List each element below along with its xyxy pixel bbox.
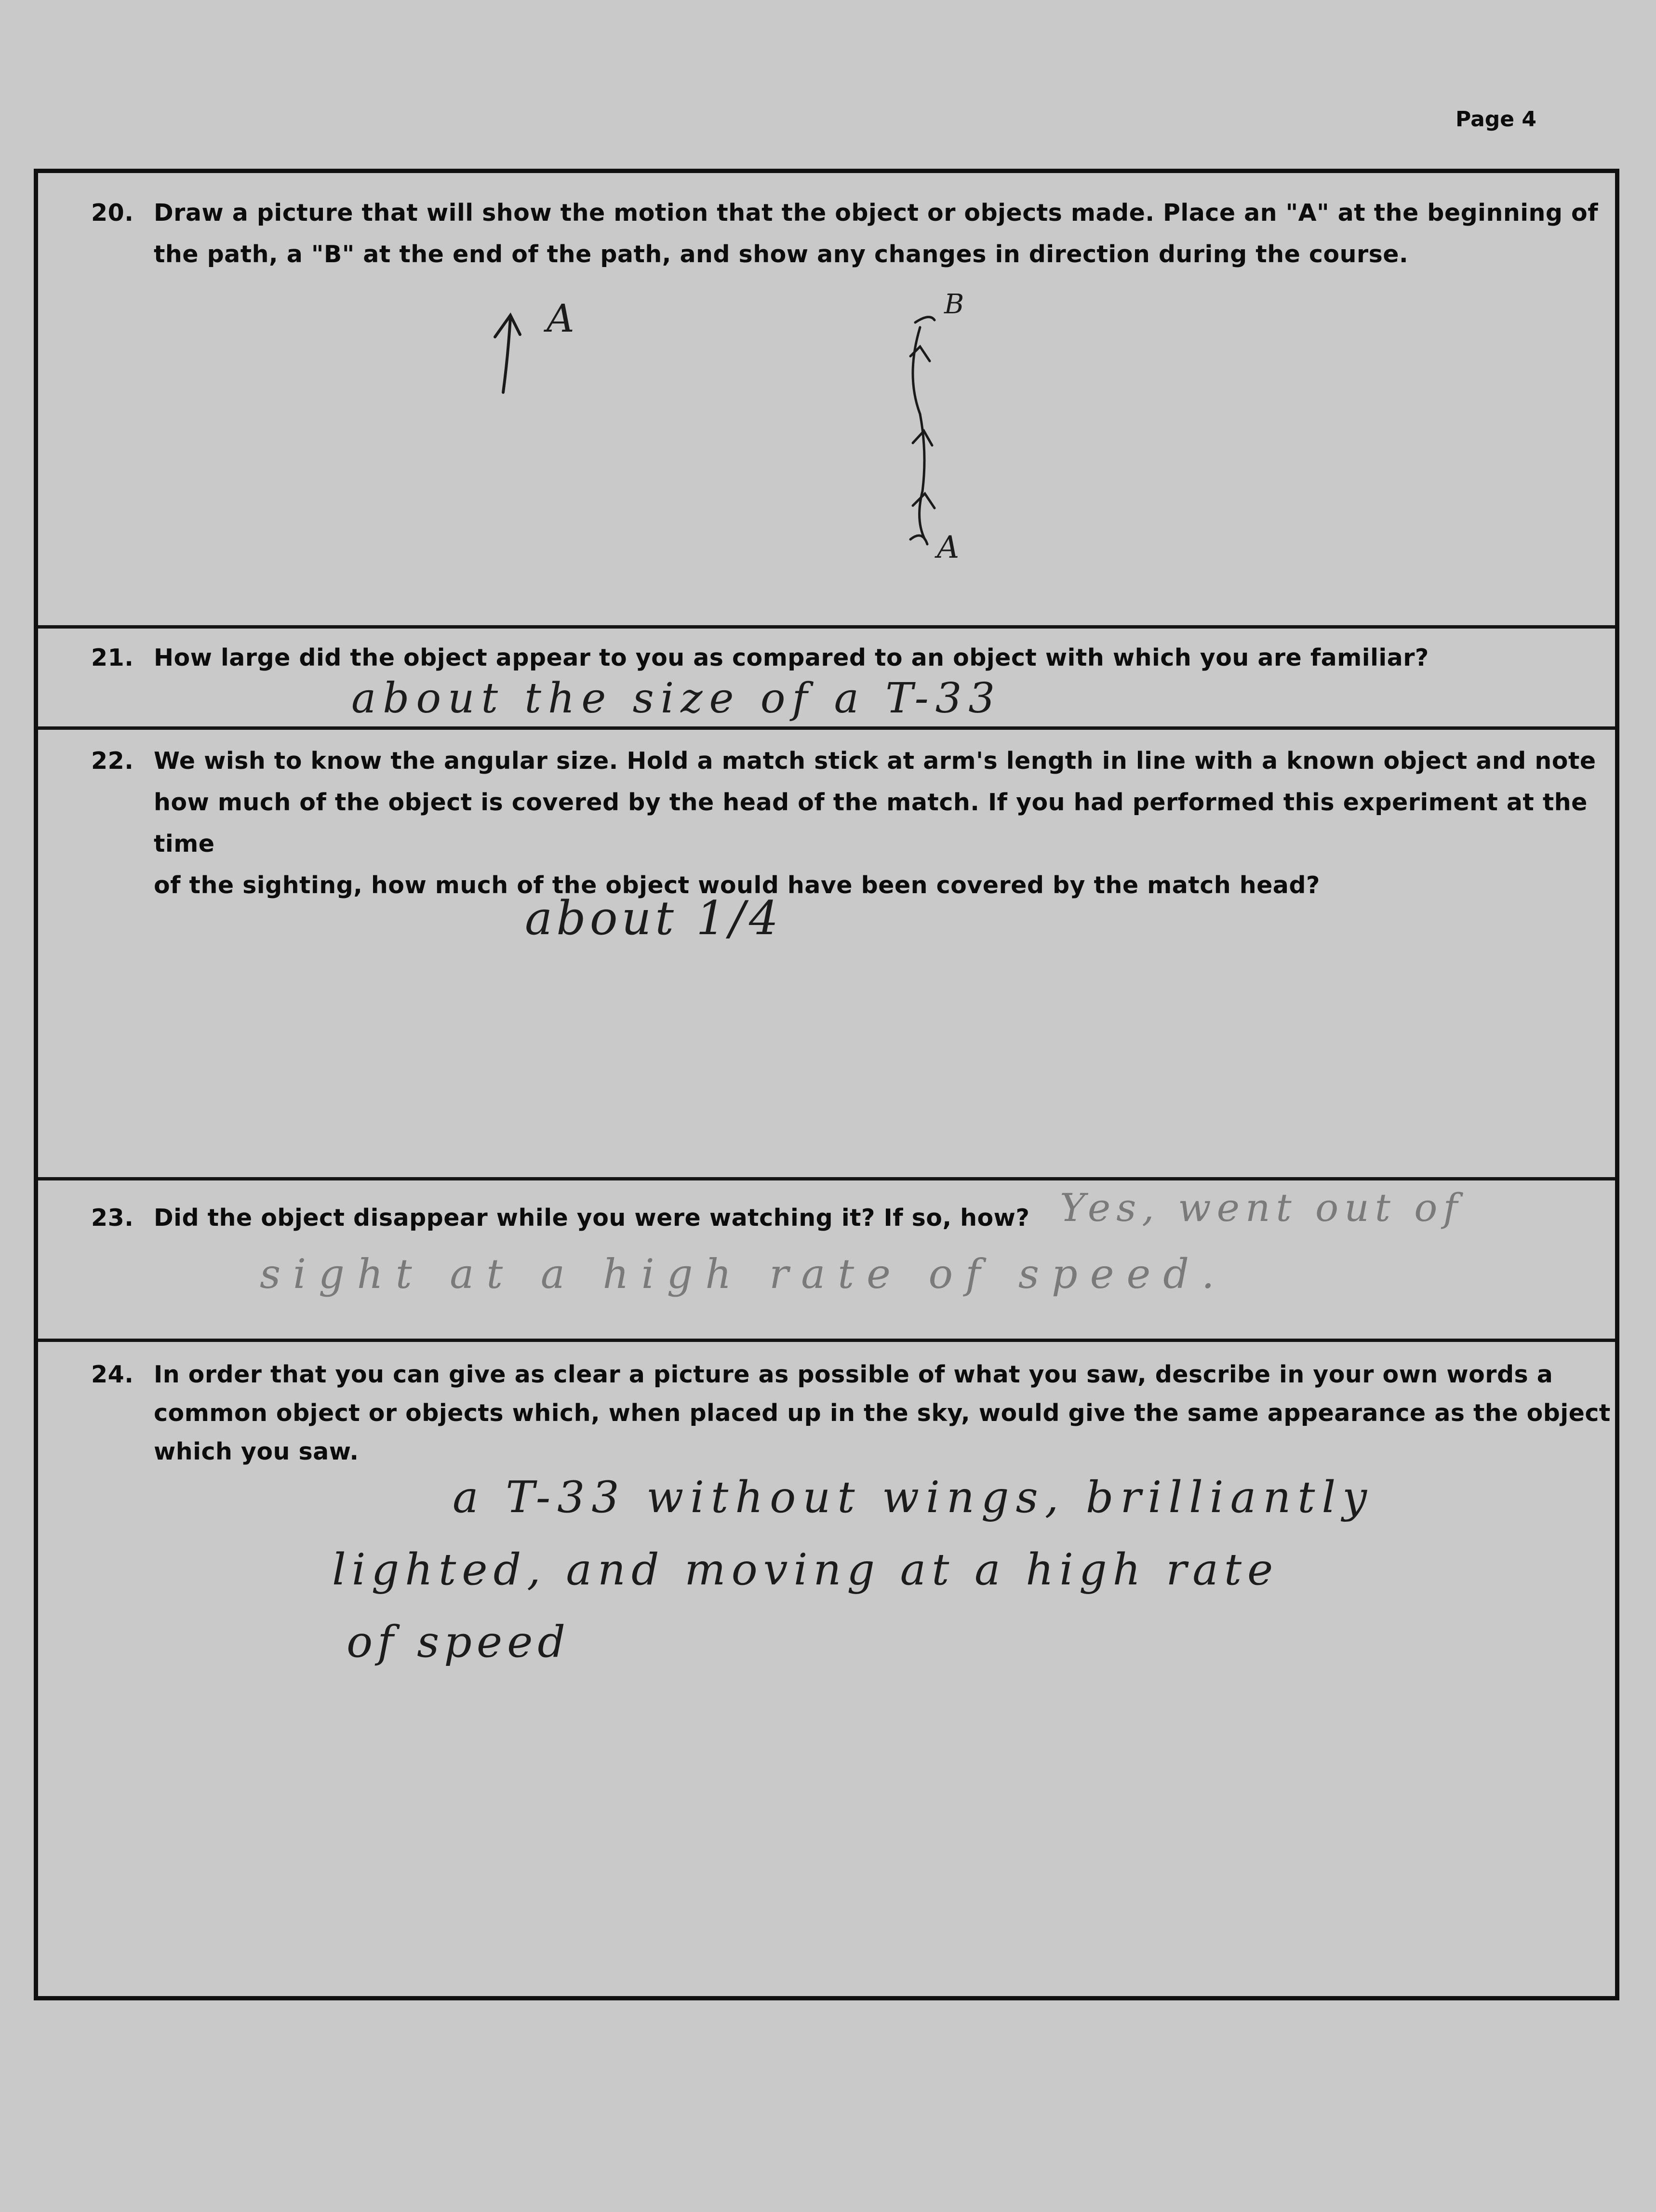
question-line: how much of the object is covered by the head of the match. If you had performed this experiment at the time — [154, 789, 1588, 858]
question-line: In order that you can give as clear a picture as possible of what you saw, describe in your own words a — [154, 1361, 1553, 1388]
question-24-section — [38, 1342, 1615, 1998]
left-arrow-drawing — [495, 315, 520, 392]
question-21-section — [38, 629, 1615, 730]
answer-23-part1: Yes, went out of — [1060, 1185, 1464, 1230]
right-path-drawing — [910, 317, 935, 544]
question-line: Draw a picture that will show the motion that the object or objects made. Place an "A" at the beginning of — [154, 199, 1599, 227]
question-20-section — [38, 173, 1615, 629]
answer-24-line3: of speed — [347, 1617, 571, 1667]
question-24-text — [91, 1355, 1611, 1471]
sketch-letter-a-bottom: A — [937, 530, 960, 565]
question-23-section — [38, 1180, 1615, 1342]
page-number: Page 4 — [1456, 107, 1537, 132]
answer-24-line1: a T-33 without wings, brilliantly — [453, 1472, 1374, 1523]
question-line: We wish to know the angular size. Hold a match stick at arm's length in line with a known object and note — [154, 747, 1596, 775]
question-line: How large did the object appear to you as compared to an object with which you are familiar? — [154, 644, 1429, 671]
question-21-text — [91, 637, 1429, 679]
question-line: the path, a "B" at the end of the path, and show any changes in direction during the course. — [154, 241, 1409, 268]
question-line: which you saw. — [154, 1438, 359, 1465]
answer-23-part2: sight at a high rate of speed. — [260, 1250, 1227, 1298]
question-line: common object or objects which, when placed up in the sky, would give the same appearance as the object — [154, 1399, 1611, 1427]
question-number: 20. — [91, 199, 134, 227]
question-number: 24. — [91, 1361, 134, 1388]
question-number: 21. — [91, 644, 134, 671]
question-22-section — [38, 730, 1615, 1180]
sketch-letter-b: B — [944, 289, 964, 320]
question-23-text — [91, 1197, 1029, 1239]
motion-sketch — [38, 173, 1624, 629]
questionnaire-form — [34, 169, 1619, 2000]
question-line: of the sighting, how much of the object would have been covered by the match head? — [154, 871, 1320, 899]
question-number: 22. — [91, 747, 134, 775]
sketch-letter-a-left: A — [547, 296, 574, 341]
answer-22: about 1/4 — [525, 891, 782, 945]
question-22-text — [91, 740, 1615, 906]
answer-21: about the size of a T-33 — [351, 674, 1002, 723]
question-line: Did the object disappear while you were watching it? If so, how? — [154, 1204, 1030, 1232]
answer-24-line2: lighted, and moving at a high rate — [332, 1544, 1279, 1595]
question-number: 23. — [91, 1204, 134, 1232]
